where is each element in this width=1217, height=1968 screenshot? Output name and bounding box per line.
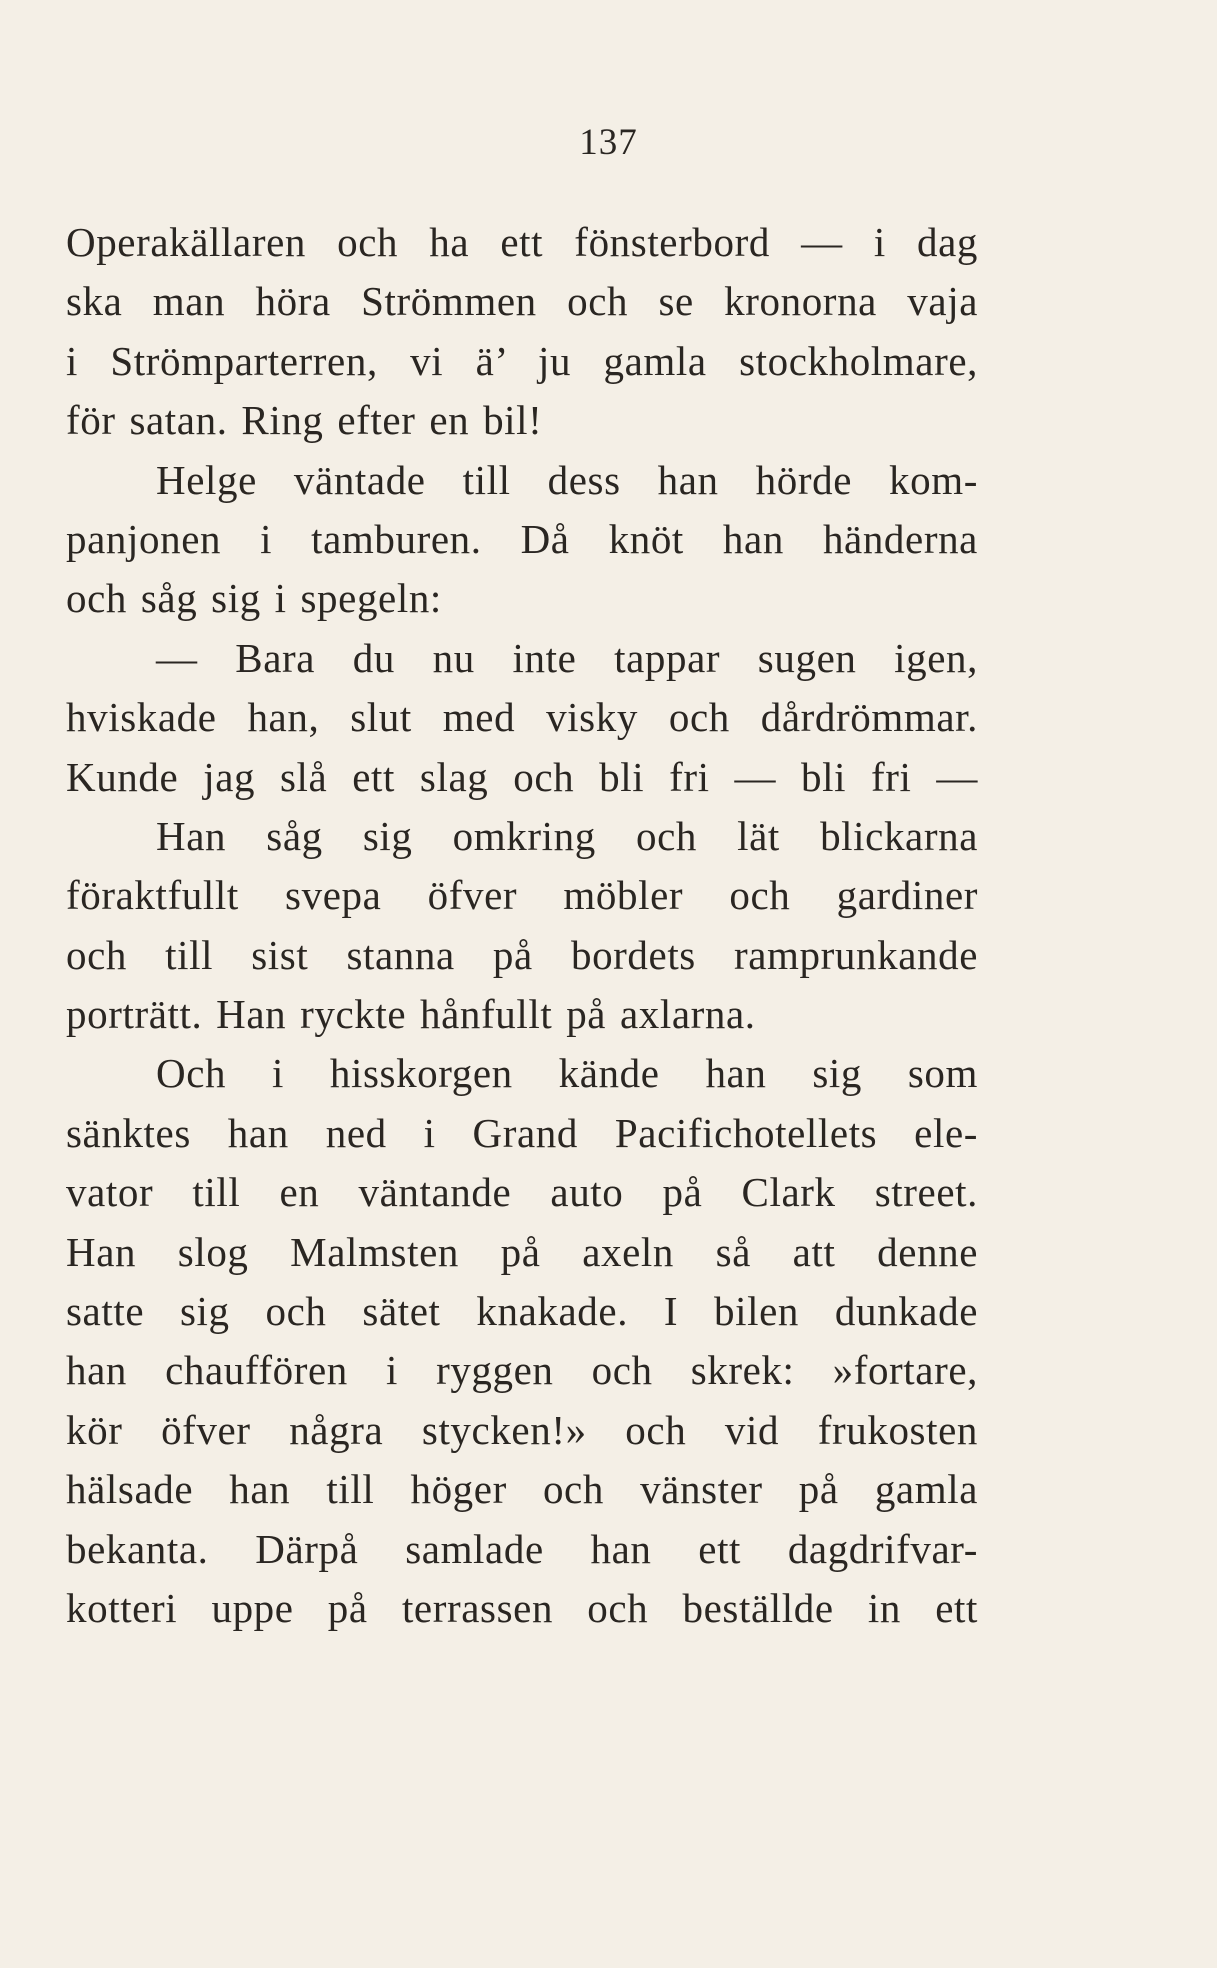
text-line: kotteri uppe på terrassen och beställde in ett <box>66 1584 978 1631</box>
text-line: bekanta. Därpå samlade han ett dagdrifvar- <box>66 1525 978 1572</box>
text-line: hälsade han till höger och vänster på gamla <box>66 1466 978 1513</box>
text-line: kör öfver några stycken!» och vid frukosten <box>66 1406 978 1453</box>
text-line: Kunde jag slå ett slag och bli fri — bli fri — <box>66 753 978 800</box>
text-line: i Strömparterren, vi ä’ ju gamla stockholmare, <box>66 337 978 384</box>
text-line: och till sist stanna på bordets ramprunkande <box>66 931 978 978</box>
text-line: Han såg sig omkring och lät blickarna <box>156 812 978 859</box>
body-text <box>66 213 978 1638</box>
text-line: hviskade han, slut med visky och dårdrömmar. <box>66 694 978 741</box>
text-line: Och i hisskorgen kände han sig som <box>156 1050 978 1097</box>
text-line: Helge väntade till dess han hörde kom- <box>156 456 978 503</box>
text-line: ska man höra Strömmen och se kronorna vaja <box>66 278 978 325</box>
text-line: sänktes han ned i Grand Pacifichotellets ele- <box>66 1109 978 1156</box>
text-line: Han slog Malmsten på axeln så att denne <box>66 1228 978 1275</box>
text-line: satte sig och sätet knakade. I bilen dunkade <box>66 1288 978 1335</box>
text-line: han chauffören i ryggen och skrek: »fortare, <box>66 1347 978 1394</box>
text-line: Operakällaren och ha ett fönsterbord — i dag <box>66 219 978 265</box>
text-line: panjonen i tamburen. Då knöt han händerna <box>66 515 978 562</box>
text-line: vator till en väntande auto på Clark street. <box>66 1169 978 1216</box>
text-line: och såg sig i spegeln: <box>66 575 442 622</box>
page-number: 137 <box>579 122 638 163</box>
text-line: — Bara du nu inte tappar sugen igen, <box>156 634 978 681</box>
text-line: föraktfullt svepa öfver möbler och gardiner <box>66 872 978 919</box>
text-line: porträtt. Han ryckte hånfullt på axlarna. <box>66 991 756 1038</box>
text-line: för satan. Ring efter en bil! <box>66 397 543 444</box>
